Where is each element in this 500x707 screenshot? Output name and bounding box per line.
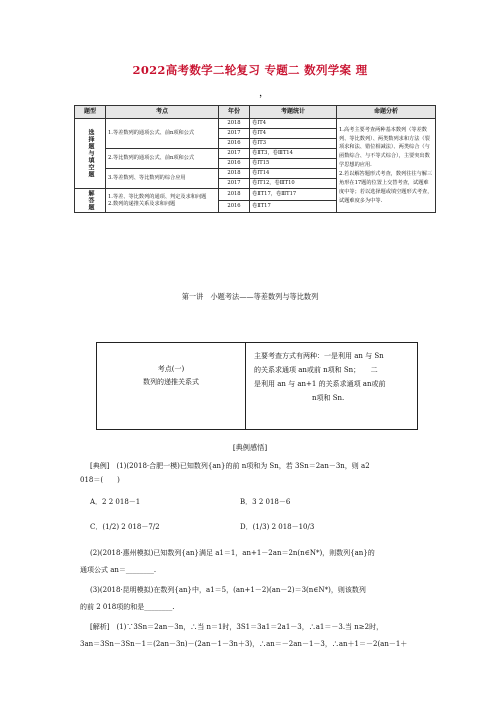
point-left-cell xyxy=(97,343,246,429)
option-b: B．3 2 018－6 xyxy=(240,498,291,506)
solution-line: 3an＝3Sn－3Sn－1＝(2an－3n)－(2an－1－3n＋3)，∴an＝－2an－1－3，∴an＋1＝－2(an－1＋ xyxy=(80,640,408,648)
point-desc-line: 的关系求通项 an或前 n项和 Sn； 二 xyxy=(254,366,378,374)
lecture-title: 第一讲 小题考法——等差数列与等比数列 xyxy=(181,292,319,301)
header-topic: 考点 xyxy=(106,106,219,119)
stat-cell: 卷ⅡT17 xyxy=(250,201,337,213)
option-c: C．(1/2) 2 018－7/2 xyxy=(90,523,160,531)
year-cell: 2016 xyxy=(219,139,250,149)
example-q3-line: (3)(2018·昆明模拟)在数列{an}中，a1＝5，(an+1－2)(an－2)＝3(n∈N*)，则该数列 xyxy=(90,586,366,594)
point-label: 考点(一) xyxy=(157,365,185,373)
table-row xyxy=(75,119,436,129)
year-cell: 2017 xyxy=(219,129,250,139)
example-q3-line: 的前 2 018项的和是________. xyxy=(80,603,175,611)
type-choice-cell: 选择题与填空题 xyxy=(75,119,106,189)
example-q2-line: 通项公式 an＝________. xyxy=(80,566,157,574)
stat-cell: 卷ⅠT15 xyxy=(250,159,337,169)
year-cell: 2017 xyxy=(219,179,250,189)
table-header-row xyxy=(75,106,436,119)
solution-line: [解析] (1)∵3Sn＝2an－3n，∴当 n＝1时，3S1＝3a1＝2a1－3，∴a1＝－3.当 n≥2时， xyxy=(90,623,384,631)
example-heading: [典例感悟] xyxy=(232,443,268,452)
header-type: 题型 xyxy=(75,106,106,119)
year-cell: 2016 xyxy=(219,201,250,213)
stray-comma: ， xyxy=(259,88,269,99)
year-cell: 2018 xyxy=(219,119,250,129)
example-q2-line: (2)(2018·惠州模拟)已知数列{an}满足 a1＝1，an+1－2an＝2n(n∈N*)，则数列{an}的 xyxy=(90,549,375,557)
option-a: A．2 2 018－1 xyxy=(90,498,141,506)
type-answer-cell: 解答题 xyxy=(75,189,106,213)
stat-cell: 卷ⅠT4 xyxy=(250,129,337,139)
stat-cell: 卷ⅠT4 xyxy=(250,119,337,129)
point-desc-line: 是利用 an 与 an+1 的关系求通项 an或前 xyxy=(254,380,386,388)
header-year: 年份 xyxy=(219,106,250,119)
example-q1-line: 018＝( ) xyxy=(80,476,120,484)
stat-cell: 卷ⅠT12，卷ⅢT10 xyxy=(250,179,337,189)
header-analysis: 命题分析 xyxy=(337,106,436,119)
topic-cell: 3.等差数列、等比数列的综合应用 xyxy=(106,169,219,189)
option-d: D．(1/3) 2 018－10/3 xyxy=(240,523,315,531)
document-title: 2022高考数学二轮复习 专题二 数列学案 理 xyxy=(132,63,368,77)
exam-statistics-table xyxy=(74,105,436,213)
header-stat: 考题统计 xyxy=(250,106,337,119)
year-cell: 2018 xyxy=(219,189,250,201)
point-desc-line: 主要考查方式有两种：一是利用 an 与 Sn xyxy=(254,352,384,360)
topic-cell: 2.等比数列的通项公式、前n项和公式 xyxy=(106,149,219,169)
point-desc-line: n项和 Sn. xyxy=(312,394,345,402)
stat-cell: 卷ⅠT14 xyxy=(250,169,337,179)
year-cell: 2018 xyxy=(219,169,250,179)
knowledge-point-box xyxy=(96,342,418,430)
topic-cell: 1.等差、等比数列的通项、判定及求和问题 2.数列的递推关系及求和问题 xyxy=(106,189,219,213)
year-cell: 2016 xyxy=(219,159,250,169)
topic-cell: 1.等差数列的通项公式、前n项和公式 xyxy=(106,119,219,149)
point-description xyxy=(246,343,417,429)
stat-cell: 卷ⅡT3，卷ⅢT14 xyxy=(250,149,337,159)
stat-cell: 卷ⅠT3 xyxy=(250,139,337,149)
point-name: 数列的递推关系式 xyxy=(143,378,199,387)
stat-cell: 卷ⅡT17，卷ⅢT17 xyxy=(250,189,337,201)
analysis-cell: 1.高考主要考查两种基本数列（等差数列、等比数列）、两类数列求和方法（裂项求和法、错位相减法）、两类综合（与函数综合、与不等式综合），主要突出数学思想的应用. 2.若以解答题形式考查，数列往往与解三角形在17题的位置上交替考查，试题难度中等；若以选择题或填空题形式考查，试题难度多为中等. xyxy=(337,119,436,213)
example-q1-line: [典例] (1)(2018·合肥一模)已知数列{an}的前 n项和为 Sn，若 3Sn＝2an－3n，则 a2 xyxy=(90,462,370,470)
year-cell: 2017 xyxy=(219,149,250,159)
